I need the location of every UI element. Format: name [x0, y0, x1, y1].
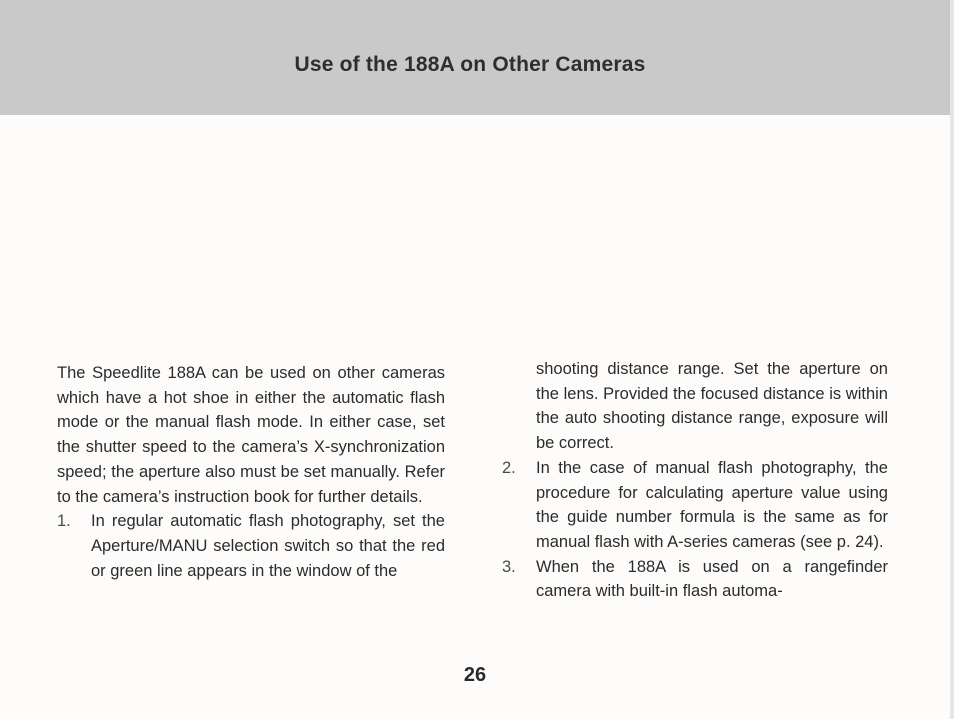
continuation-paragraph: shooting distance range. Set the aperture on the lens. Provided the focused distance is within the auto shooting distance range, exposure will be correct. — [536, 360, 888, 453]
list-item-3 — [502, 555, 888, 604]
intro-paragraph: The Speedlite 188A can be used on other cameras which have a hot shoe in either the automatic flash mode or the manual flash mode. In either case, set the shutter speed to the camera’s X-synchronization speed; the aperture also must be set manually. Refer to the camera’s instruction book for further details. — [57, 364, 445, 506]
list-number-2: 2. — [502, 458, 516, 477]
list-number-3: 3. — [502, 557, 516, 576]
list-number-1: 1. — [57, 512, 71, 531]
list-text-2: In the case of manual flash photography, the procedure for calculating aperture value using the guide number formula is the same as for manual flash with A-series cameras (see p. 24). — [536, 458, 888, 551]
page-number: 26 — [463, 664, 487, 686]
list-item-1 — [57, 509, 445, 583]
right-column — [502, 357, 888, 604]
list-item-2 — [502, 456, 888, 555]
list-text-3: When the 188A is used on a rangefinder camera with built-in flash automa- — [536, 557, 888, 601]
left-column — [57, 361, 445, 583]
header-band — [0, 0, 950, 115]
list-text-1: In regular automatic flash photography, set the Aperture/MANU selection switch so that the red or green line appears in the window of the — [91, 512, 445, 580]
page-title: Use of the 188A on Other Cameras — [294, 53, 646, 76]
page-edge — [950, 0, 954, 719]
